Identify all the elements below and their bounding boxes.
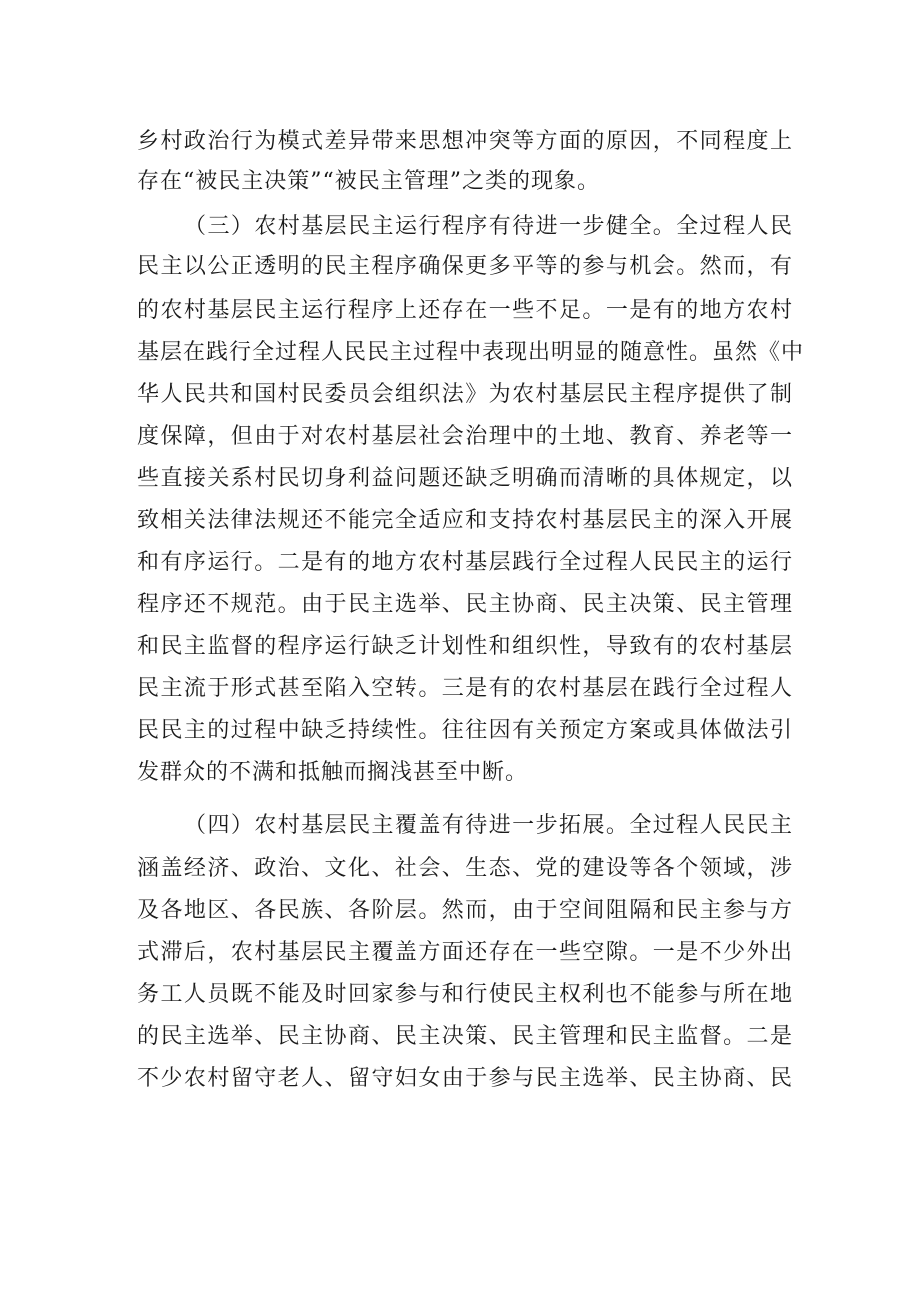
- text-line: 程序还不规范。由于民主选举、民主协商、民主决策、民主管理: [137, 592, 793, 617]
- text-line: 及各地区、各民族、各阶层。然而，由于空间阻隔和民主参与方: [137, 898, 793, 923]
- text-line: 和有序运行。二是有的地方农村基层践行全过程人民民主的运行: [137, 550, 793, 575]
- section-heading-line: （四）农村基层民主覆盖有待进一步拓展。全过程人民民主: [184, 813, 793, 838]
- text-line: 务工人员既不能及时回家参与和行使民主权利也不能参与所在地: [137, 982, 793, 1007]
- text-line: 度保障，但由于对农村基层社会治理中的土地、教育、养老等一: [137, 424, 793, 449]
- text-line: 不少农村留守老人、留守妇女由于参与民主选举、民主协商、民: [137, 1066, 793, 1091]
- text-line: 的民主选举、民主协商、民主决策、民主管理和民主监督。二是: [137, 1024, 793, 1049]
- text-line: 发群众的不满和抵触而搁浅甚至中断。: [137, 760, 529, 785]
- text-line: 和民主监督的程序运行缺乏计划性和组织性，导致有的农村基层: [137, 634, 793, 659]
- text-line: 些直接关系村民切身利益问题还缺乏明确而清晰的具体规定，以: [137, 466, 793, 491]
- text-line: 民民主的过程中缺乏持续性。往往因有关预定方案或具体做法引: [137, 718, 793, 743]
- text-line: 基层在践行全过程人民民主过程中表现出明显的随意性。虽然《中: [137, 340, 805, 365]
- text-line: 民主以公正透明的民主程序确保更多平等的参与机会。然而，有: [137, 254, 793, 279]
- text-line: 民主流于形式甚至陷入空转。三是有的农村基层在践行全过程人: [137, 676, 793, 701]
- text-line: 的农村基层民主运行程序上还存在一些不足。一是有的地方农村: [137, 298, 793, 323]
- text-line: 存在“被民主决策”“被民主管理”之类的现象。: [137, 169, 600, 194]
- text-line: 乡村政治行为模式差异带来思想冲突等方面的原因，不同程度上: [137, 129, 793, 154]
- text-line: 致相关法律法规还不能完全适应和支持农村基层民主的深入开展: [137, 508, 793, 533]
- section-heading-line: （三）农村基层民主运行程序有待进一步健全。全过程人民: [184, 214, 793, 239]
- text-line: 式滞后，农村基层民主覆盖方面还存在一些空隙。一是不少外出: [137, 940, 793, 965]
- text-line: 涵盖经济、政治、文化、社会、生态、党的建设等各个领域，涉: [137, 856, 793, 881]
- text-line: 华人民共和国村民委员会组织法》为农村基层民主程序提供了制: [137, 382, 793, 407]
